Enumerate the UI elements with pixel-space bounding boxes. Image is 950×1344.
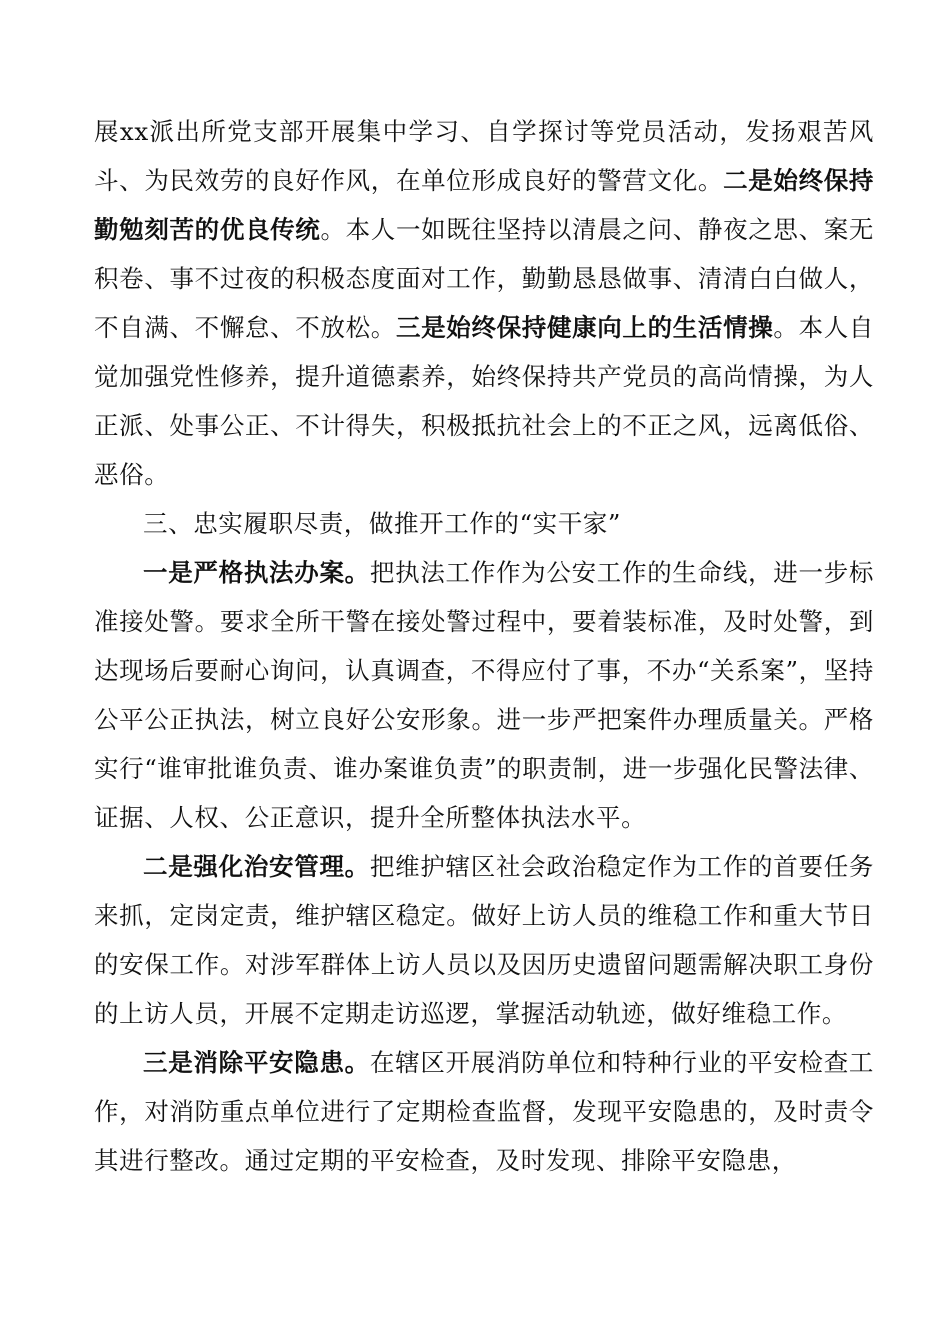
- paragraph-text: 把执法工作作为公安工作的生命线，进一步标准接处警。要求全所干警在接处警过程中，要着装标准，及时处警，到达现场后要耐心询问，认真调查，不得应付了事，不办“关系案”，坚持公平公正执法，树立良好公安形象。进一步严把案件办理质量关。严格实行“谁审批谁负责、谁办案谁负责”的职责制，进一步强化民警法律、证据、人权、公正意识，提升全所整体执法水平。: [94, 558, 875, 832]
- bold-phrase: 三是始终保持健康向上的生活情操: [395, 313, 774, 342]
- bold-phrase: 一是严格执法办案。: [143, 558, 370, 587]
- paragraph-text: 。本人一如既往坚持以清晨之问、静夜之思、案无积卷、事不过夜的积极态度面对工作，勤勤恳恳做事、清清白白做人，不自满、不懈怠、不放松。: [94, 215, 874, 342]
- paragraph-hazard-elimination: [94, 1038, 874, 1185]
- paragraph-enforcement: [94, 548, 874, 842]
- document-body: [94, 107, 874, 1185]
- paragraph-text: 展xx派出所党支部开展集中学习、自学探讨等党员活动，发扬艰苦风斗、为民效劳的良好作风，在单位形成良好的警营文化。: [94, 117, 874, 195]
- paragraph-text: 在辖区开展消防单位和特种行业的平安检查工作，对消防重点单位进行了定期检查监督，发现平安隐患的，及时责令其进行整改。通过定期的平安检查，及时发现、排除平安隐患，: [94, 1048, 875, 1175]
- paragraph-continuation: [94, 107, 874, 499]
- paragraph-text: 。本人自觉加强党性修养，提升道德素养，始终保持共产党员的高尚情操，为人正派、处事公正、不计得失，积极抵抗社会上的不正之风，远离低俗、恶俗。: [94, 313, 875, 489]
- paragraph-security-management: [94, 842, 874, 1038]
- bold-phrase: 二是始终保持勤勉刻苦的优良传统: [94, 166, 874, 244]
- section-heading: 三、忠实履职尽责，做推开工作的“实干家”: [143, 509, 622, 538]
- bold-phrase: 三是消除平安隐患。: [143, 1048, 370, 1077]
- bold-phrase: 二是强化治安管理。: [143, 852, 370, 881]
- paragraph-text: 把维护辖区社会政治稳定作为工作的首要任务来抓，定岗定责，维护辖区稳定。做好上访人员的维稳工作和重大节日的安保工作。对涉军群体上访人员以及因历史遗留问题需解决职工身份的上访人员，开展不定期走访巡逻，掌握活动轨迹，做好维稳工作。: [94, 852, 875, 1028]
